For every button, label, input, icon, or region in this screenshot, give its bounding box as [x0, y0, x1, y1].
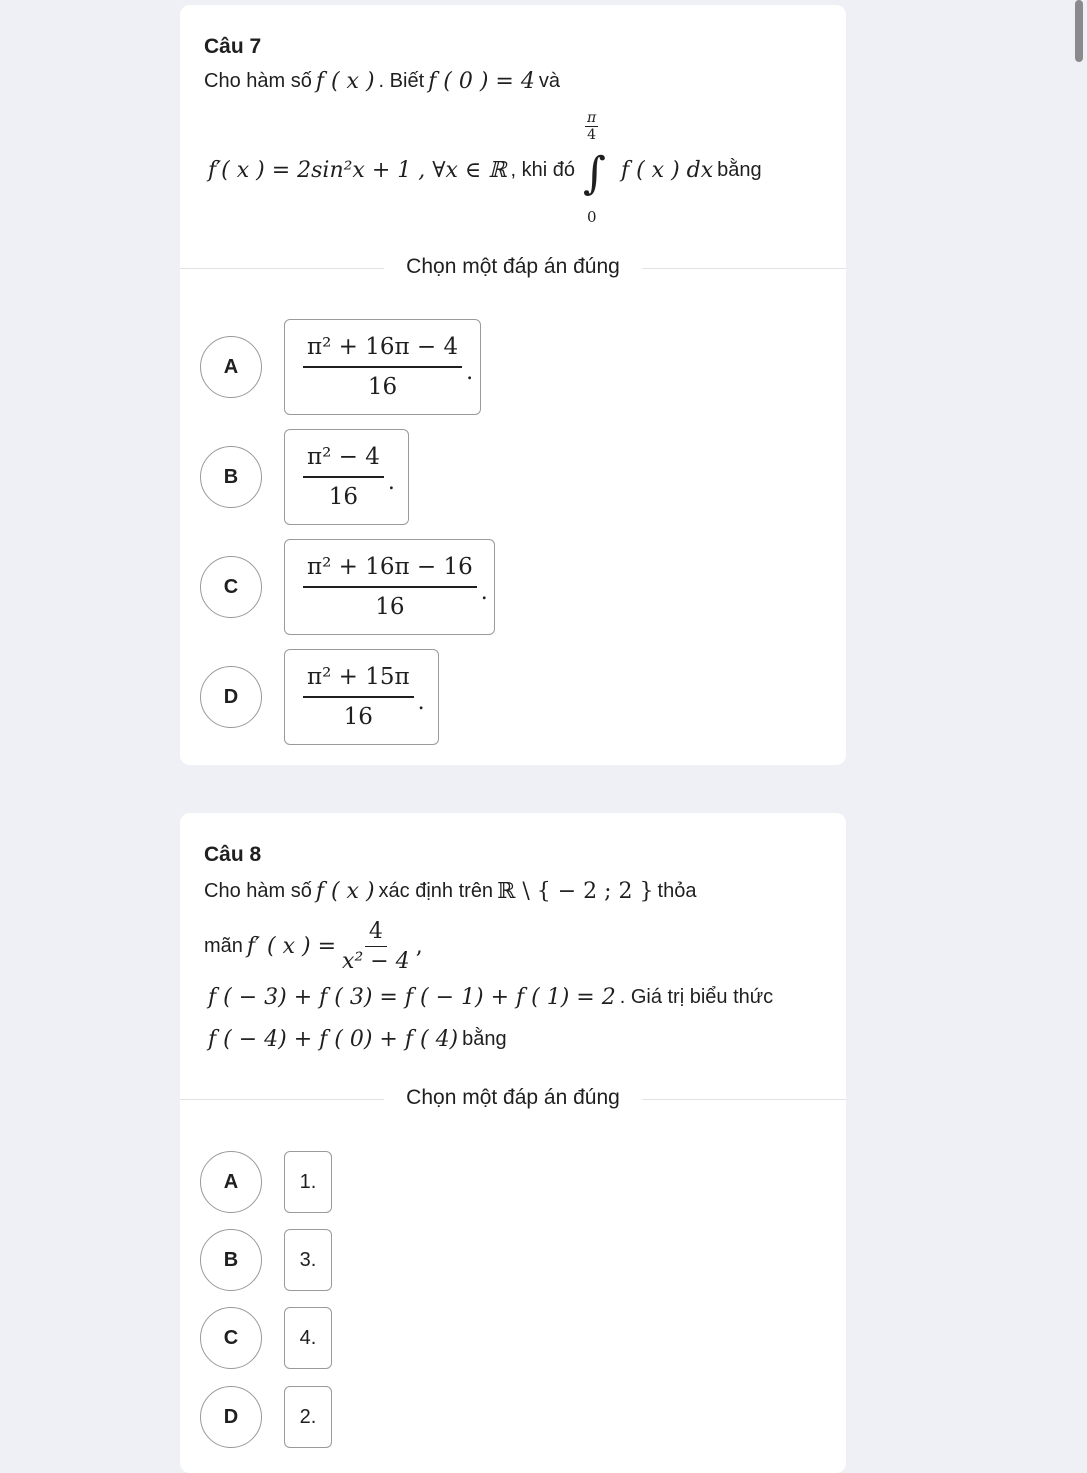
denominator: 16 [343, 704, 373, 730]
question-text-line-3 [204, 985, 773, 1010]
option-c-letter[interactable]: C [200, 556, 262, 618]
option-a-answer[interactable] [284, 319, 481, 415]
math-condition: f ( − 3) + f ( 3) = f ( − 1) + f ( 1) = 2 [208, 985, 616, 1010]
text: thỏa [657, 880, 697, 902]
answer-value: 3. [299, 1248, 317, 1271]
text: bằng [717, 158, 762, 181]
period: . [387, 469, 395, 495]
text: . Biết [378, 70, 425, 92]
comma: , [415, 933, 423, 959]
question-card-8 [180, 813, 846, 1473]
option-d-answer[interactable] [284, 1386, 332, 1448]
option-c-answer[interactable] [284, 1307, 332, 1369]
fraction [303, 664, 414, 730]
numerator: π² + 15π [303, 664, 414, 698]
period: . [480, 579, 488, 605]
denominator: 16 [328, 484, 359, 510]
upper-den: 4 [587, 127, 597, 143]
option-b-letter[interactable]: B [200, 1229, 262, 1291]
option-c-letter[interactable]: C [200, 1307, 262, 1369]
text: , khi đó [510, 158, 575, 181]
question-title: Câu 7 [204, 35, 262, 58]
math-fx: f ( x ) [315, 879, 375, 904]
text: . Giá trị biểu thức [619, 986, 774, 1008]
text: bằng [462, 1028, 507, 1050]
option-a-letter[interactable]: A [200, 336, 262, 398]
numerator: π² − 4 [303, 444, 384, 478]
option-b-answer[interactable] [284, 1229, 332, 1291]
option-a-letter[interactable]: A [200, 1151, 262, 1213]
upper-num: π [586, 110, 597, 126]
math-expression: f ( − 4) + f ( 0) + f ( 4) [208, 1027, 459, 1052]
numerator: 4 [365, 919, 387, 947]
text: mãn [204, 934, 243, 957]
option-d-answer[interactable] [284, 649, 439, 745]
scrollbar-thumb[interactable] [1075, 0, 1083, 62]
choose-separator [180, 255, 846, 281]
answer-value: 2. [299, 1405, 317, 1428]
answer-value: 1. [299, 1170, 317, 1193]
math-integrand: f ( x ) dx [620, 157, 714, 183]
integral-lower-bound: 0 [586, 208, 597, 226]
option-b-letter[interactable]: B [200, 446, 262, 508]
option-d-letter[interactable]: D [200, 666, 262, 728]
math-domain: ℝ \ { − 2 ; 2 } [497, 879, 654, 904]
denominator: 16 [375, 594, 405, 620]
denominator: 16 [367, 374, 398, 400]
fraction [303, 334, 462, 400]
period: . [466, 359, 474, 385]
math-fx: f ( x ) [315, 69, 375, 94]
integral-symbol: ∫ [582, 148, 606, 199]
math-derivative: f′ ( x ) = [246, 933, 337, 959]
period: . [417, 689, 425, 715]
text: xác định trên [378, 880, 494, 902]
text: và [538, 70, 560, 92]
math-condition: f ( 0 ) = 4 [428, 69, 535, 94]
text: Cho hàm số [204, 70, 312, 92]
integral-sign [579, 110, 613, 230]
question-title: Câu 8 [204, 843, 262, 866]
question-card-7 [180, 5, 846, 765]
question-text-line-1 [204, 69, 560, 94]
option-c-answer[interactable] [284, 539, 495, 635]
answer-value: 4. [299, 1326, 317, 1349]
text: Cho hàm số [204, 880, 312, 902]
question-text-line-1 [204, 879, 696, 904]
question-text-line-2 [204, 105, 762, 235]
option-b-answer[interactable] [284, 429, 409, 525]
question-text-line-4 [204, 1027, 507, 1052]
question-text-line-2 [204, 913, 427, 979]
option-d-letter[interactable]: D [200, 1386, 262, 1448]
fraction [303, 554, 477, 620]
option-a-answer[interactable] [284, 1151, 332, 1213]
numerator: π² + 16π − 4 [303, 334, 462, 368]
math-derivative: f′( x ) = 2sin²x + 1 , ∀x ∈ ℝ [208, 157, 507, 183]
integral-upper-bound [585, 110, 598, 143]
numerator: π² + 16π − 16 [303, 554, 477, 588]
choose-label: Chọn một đáp án đúng [384, 1086, 642, 1110]
choose-separator [180, 1086, 846, 1112]
denominator: x² − 4 [342, 948, 410, 974]
derivative-fraction [342, 919, 410, 974]
fraction [303, 444, 384, 510]
choose-label: Chọn một đáp án đúng [384, 255, 642, 279]
